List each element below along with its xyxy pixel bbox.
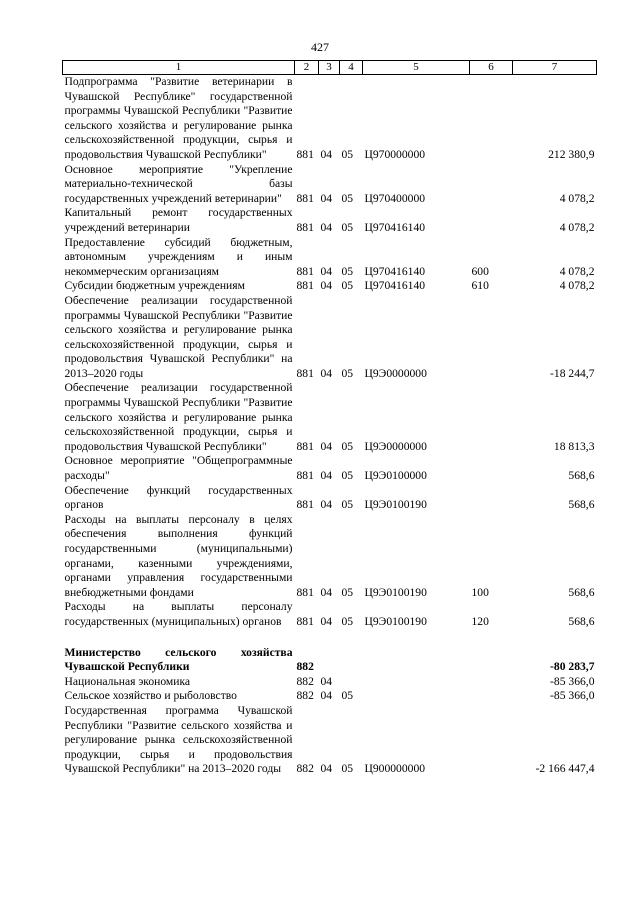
row-subsection-code: 05 xyxy=(341,220,354,234)
row-section-code: 04 xyxy=(320,689,333,703)
row-grbs-code: 882 xyxy=(296,762,314,776)
row-amount: -18 244,7 xyxy=(550,366,595,380)
row-expense-type-code xyxy=(470,206,513,235)
table-row xyxy=(63,75,597,163)
table-row xyxy=(63,484,597,513)
row-grbs-code: 881 xyxy=(296,147,314,161)
row-name: Сельское хозяйство и рыболовство xyxy=(64,689,237,703)
column-header-1: 1 xyxy=(63,61,295,75)
table-row xyxy=(63,206,597,235)
row-grbs-code: 881 xyxy=(296,439,314,453)
table-row xyxy=(63,236,597,280)
row-target-article-code: Ц970416140 xyxy=(364,279,426,293)
table-row xyxy=(63,163,597,207)
row-section-code: 04 xyxy=(320,498,333,512)
row-section-code: 04 xyxy=(320,439,333,453)
row-expense-type-code xyxy=(470,294,513,382)
row-grbs-code: 881 xyxy=(296,279,314,293)
row-expense-type-code xyxy=(470,704,513,777)
row-expense-type-code xyxy=(470,454,513,483)
row-name: Основное мероприятие "Общепрограммные расходы" xyxy=(64,454,293,483)
row-expense-type-code xyxy=(470,163,513,207)
row-grbs-code: 882 xyxy=(296,674,314,688)
spacer-row xyxy=(63,630,597,646)
row-grbs-code: 881 xyxy=(296,220,314,234)
row-target-article-code: Ц900000000 xyxy=(364,762,426,776)
row-target-article-code: Ц9Э0100190 xyxy=(364,585,427,599)
row-name: Капитальный ремонт государственных учреждений ветеринарии xyxy=(64,206,293,234)
row-target-article-code: Ц970416140 xyxy=(364,220,426,234)
row-subsection-code xyxy=(340,646,363,675)
row-grbs-code: 881 xyxy=(296,366,314,380)
row-subsection-code: 05 xyxy=(341,279,354,293)
row-amount: 4 078,2 xyxy=(559,279,595,293)
row-subsection-code: 05 xyxy=(341,469,354,483)
row-target-article-code: Ц970416140 xyxy=(364,264,426,278)
row-grbs-code: 882 xyxy=(296,689,314,703)
row-expense-type-code xyxy=(470,646,513,675)
row-name: Обеспечение реализации государственной программы Чувашской Республики "Развитие сельского хозяйства и регулирование рынка сельскохозяйственной продукции, сырья и продовольствия Чувашской Республики" xyxy=(64,381,293,453)
row-name: Национальная экономика xyxy=(64,674,191,688)
row-expense-type-code xyxy=(470,75,513,163)
row-grbs-code: 881 xyxy=(296,585,314,599)
column-header-3: 3 xyxy=(319,61,340,75)
table-row xyxy=(63,646,597,675)
row-target-article-code: Ц9Э0000000 xyxy=(364,366,427,380)
row-target-article-code: Ц9Э0000000 xyxy=(364,439,427,453)
row-expense-type-code xyxy=(470,381,513,454)
row-name: Обеспечение реализации государственной программы Чувашской Республики "Развитие сельского хозяйства и регулирование рынка сельскохозяйственной продукции, сырья и продовольствия Чувашской Республики" на 2013–2020 годы xyxy=(64,293,293,380)
row-amount: 18 813,3 xyxy=(553,439,595,453)
row-expense-type-code: 610 xyxy=(471,279,489,293)
table-body xyxy=(63,75,597,777)
row-expense-type-code xyxy=(470,484,513,513)
table-row xyxy=(63,294,597,382)
row-amount: -85 366,0 xyxy=(550,689,595,703)
table-row xyxy=(63,381,597,454)
row-name: Обеспечение функций государственных органов xyxy=(64,483,293,512)
row-target-article-code: Ц9Э0100000 xyxy=(364,469,427,483)
row-grbs-code: 881 xyxy=(296,469,314,483)
row-grbs-code: 882 xyxy=(296,660,314,674)
row-subsection-code: 05 xyxy=(341,689,354,703)
row-subsection-code: 05 xyxy=(341,585,354,599)
column-header-2: 2 xyxy=(295,61,319,75)
row-expense-type-code: 120 xyxy=(471,614,489,628)
row-section-code: 04 xyxy=(320,220,333,234)
row-name: Субсидии бюджетным учреждениям xyxy=(64,279,245,293)
row-name: Расходы на выплаты персоналу государственных (муниципальных) органов xyxy=(64,600,293,628)
row-amount: 4 078,2 xyxy=(559,191,595,205)
row-name: Расходы на выплаты персоналу в целях обеспечения выполнения функций государственными (муниципальными) органами, казенными учреждениями, органами управления государственными внебюджетными фондами xyxy=(64,512,293,599)
row-section-code: 04 xyxy=(320,279,333,293)
row-grbs-code: 881 xyxy=(296,498,314,512)
table-row xyxy=(63,675,597,690)
row-section-code: 04 xyxy=(320,585,333,599)
row-subsection-code: 05 xyxy=(341,264,354,278)
row-expense-type-code: 600 xyxy=(471,264,489,278)
row-section-code: 04 xyxy=(320,674,333,688)
row-name: Предоставление субсидий бюджетным, автономным учреждениям и иным некоммерческим организациям xyxy=(64,235,293,278)
row-target-article-code: Ц9Э0100190 xyxy=(364,498,427,512)
row-amount: 212 380,9 xyxy=(548,147,595,161)
row-section-code: 04 xyxy=(320,614,333,628)
row-target-article-code: Ц970000000 xyxy=(364,147,426,161)
row-amount: 4 078,2 xyxy=(559,264,595,278)
row-name: Подпрограмма "Развитие ветеринарии в Чувашской Республике" государственной программы Чувашской Республики "Развитие сельского хозяйства и регулирование рынка сельскохозяйственной продукции, сырья и продовольствия Чувашской Республики" xyxy=(64,75,293,161)
row-section-code: 04 xyxy=(320,147,333,161)
row-section-code: 04 xyxy=(320,366,333,380)
row-amount: -80 283,7 xyxy=(550,660,595,674)
table-row xyxy=(63,600,597,629)
row-target-article-code xyxy=(363,675,470,690)
row-expense-type-code xyxy=(470,675,513,690)
column-header-4: 4 xyxy=(340,61,363,75)
table-row xyxy=(63,704,597,777)
row-amount: 568,6 xyxy=(568,614,595,628)
column-header-5: 5 xyxy=(363,61,470,75)
budget-table xyxy=(62,60,597,777)
row-amount: 568,6 xyxy=(568,585,595,599)
row-section-code: 04 xyxy=(320,191,333,205)
row-amount: 4 078,2 xyxy=(559,220,595,234)
row-grbs-code: 881 xyxy=(296,264,314,278)
row-section-code: 04 xyxy=(320,264,333,278)
row-expense-type-code: 100 xyxy=(471,585,489,599)
column-header-6: 6 xyxy=(470,61,513,75)
column-header-7: 7 xyxy=(513,61,597,75)
table-row xyxy=(63,689,597,704)
row-amount: 568,6 xyxy=(568,469,595,483)
row-section-code: 04 xyxy=(320,469,333,483)
row-section-code xyxy=(319,646,340,675)
row-amount: -85 366,0 xyxy=(550,674,595,688)
row-name: Министерство сельского хозяйства Чувашской Республики xyxy=(64,645,293,674)
spacer-cell xyxy=(63,630,597,646)
row-subsection-code: 05 xyxy=(341,191,354,205)
row-target-article-code xyxy=(363,646,470,675)
row-subsection-code: 05 xyxy=(341,614,354,628)
row-subsection-code: 05 xyxy=(341,366,354,380)
row-subsection-code: 05 xyxy=(341,147,354,161)
table-row xyxy=(63,454,597,483)
page-number: 427 xyxy=(311,40,329,54)
table-row xyxy=(63,513,597,601)
row-target-article-code: Ц9Э0100190 xyxy=(364,614,427,628)
table-row xyxy=(63,279,597,294)
row-subsection-code: 05 xyxy=(341,498,354,512)
row-name: Основное мероприятие "Укрепление материально-технической базы государственных учреждений ветеринарии" xyxy=(64,162,293,205)
row-grbs-code: 881 xyxy=(296,191,314,205)
row-amount: 568,6 xyxy=(568,498,595,512)
row-expense-type-code xyxy=(470,689,513,704)
row-subsection-code: 05 xyxy=(341,439,354,453)
row-amount: -2 166 447,4 xyxy=(535,762,595,776)
row-grbs-code: 881 xyxy=(296,614,314,628)
row-target-article-code: Ц970400000 xyxy=(364,191,426,205)
column-header-row xyxy=(63,61,597,75)
row-subsection-code: 05 xyxy=(341,762,354,776)
row-target-article-code xyxy=(363,689,470,704)
row-subsection-code xyxy=(340,675,363,690)
row-section-code: 04 xyxy=(320,762,333,776)
row-name: Государственная программа Чувашской Республики "Развитие сельского хозяйства и регулирование рынка сельскохозяйственной продукции, сырья и продовольствия Чувашской Республики" на 2013–2020 годы xyxy=(64,703,293,776)
